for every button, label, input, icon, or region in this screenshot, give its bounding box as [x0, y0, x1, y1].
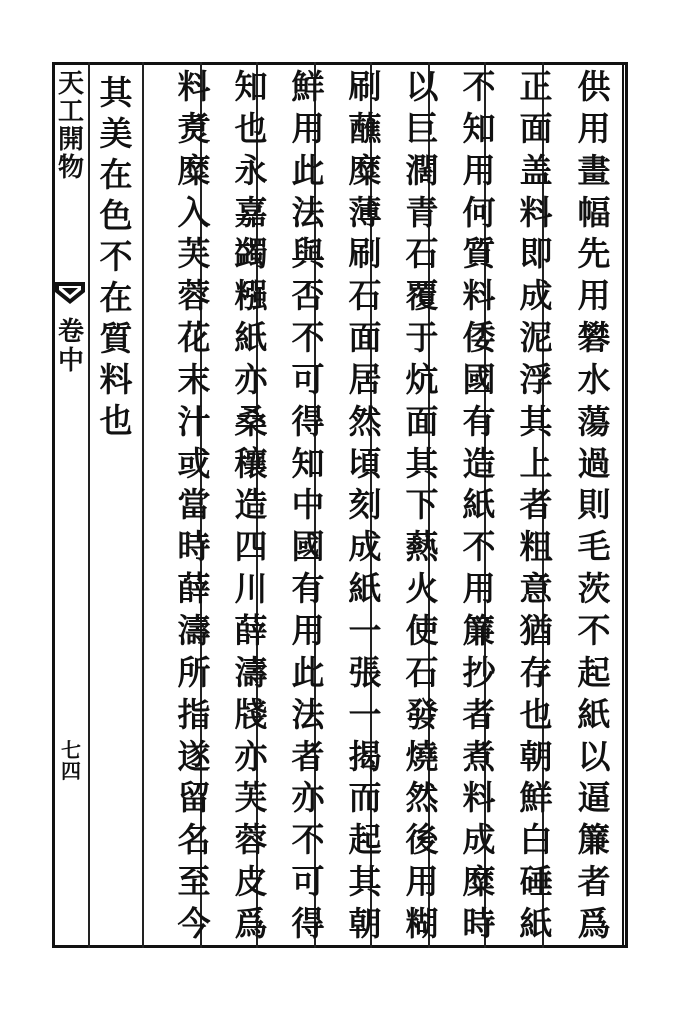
text-column-7-char: 糨 [234, 276, 268, 316]
text-column-7-char: 皮 [234, 862, 268, 902]
text-column-5-char: 刷 [348, 234, 382, 274]
text-column-2-char: 泥 [519, 318, 553, 358]
text-column-1-char: 水 [577, 359, 611, 399]
text-column-8-char: 當 [177, 485, 211, 525]
text-column-7-char: 嘉 [234, 192, 268, 232]
juan-label [54, 318, 88, 375]
text-column-1 [570, 67, 618, 943]
text-column-4-char: 使 [405, 610, 439, 650]
text-column-1-char: 者 [577, 862, 611, 902]
text-column-8-char: 至 [177, 862, 211, 902]
text-column-8-char: 煑 [177, 108, 211, 148]
text-column-5-char: 而 [348, 778, 382, 818]
text-column-5-char: 蘸 [348, 108, 382, 148]
text-column-2-char: 上 [519, 443, 553, 483]
text-column-8-char: 時 [177, 527, 211, 567]
text-column-7-char: 芙 [234, 778, 268, 818]
text-column-4-char: 燒 [405, 736, 439, 776]
text-column-8-char: 濤 [177, 610, 211, 650]
text-column-1-char: 畫 [577, 150, 611, 190]
column-rule-spacer [566, 62, 568, 948]
text-column-4-char: 石 [405, 652, 439, 692]
text-column-9-char: 在 [99, 278, 133, 317]
text-column-3-char: 造 [462, 443, 496, 483]
text-column-1-char: 毛 [577, 527, 611, 567]
text-column-6-char: 不 [291, 820, 325, 860]
text-column-3 [455, 67, 503, 943]
text-column-6-char: 中 [291, 485, 325, 525]
text-column-6-char: 得 [291, 401, 325, 441]
text-column-2-char: 成 [519, 276, 553, 316]
text-column-6-char: 此 [291, 150, 325, 190]
text-column-3-char: 簾 [462, 610, 496, 650]
text-column-3-char: 何 [462, 192, 496, 232]
text-column-5-char: 成 [348, 527, 382, 567]
text-column-7-char: 濤 [234, 652, 268, 692]
text-column-3-char: 煮 [462, 736, 496, 776]
text-column-2-char: 鮮 [519, 778, 553, 818]
text-column-8-char: 名 [177, 820, 211, 860]
fishtail-mark [55, 282, 85, 304]
text-column-2-char: 盖 [519, 150, 553, 190]
text-column-5-char: 刷 [348, 67, 382, 106]
text-column-8-char: 遂 [177, 736, 211, 776]
text-column-7-char: 川 [234, 569, 268, 609]
text-column-1-char: 不 [577, 610, 611, 650]
text-column-3-char: 料 [462, 276, 496, 316]
text-column-8-char: 末 [177, 359, 211, 399]
text-column-7-char: 牋 [234, 694, 268, 734]
text-column-1-char: 則 [577, 485, 611, 525]
text-column-3-char: 用 [462, 569, 496, 609]
book-title-char: 開 [57, 125, 84, 156]
text-column-7-char: 紙 [234, 318, 268, 358]
text-column-5-char: 糜 [348, 150, 382, 190]
text-column-4-char: 然 [405, 778, 439, 818]
text-column-6-char: 與 [291, 234, 325, 274]
text-column-2-char: 料 [519, 192, 553, 232]
text-column-8-char: 所 [177, 652, 211, 692]
text-column-7 [227, 67, 275, 943]
text-column-1-char: 紙 [577, 694, 611, 734]
text-column-7-char: 也 [234, 108, 268, 148]
text-column-8-char: 芙 [177, 234, 211, 274]
text-column-9-char: 其 [99, 73, 133, 112]
juan-label-char: 卷 [57, 317, 84, 347]
text-column-2-char: 浮 [519, 359, 553, 399]
text-column-7-char: 造 [234, 485, 268, 525]
text-column-9-char: 在 [99, 155, 133, 194]
text-column-1-char: 蕩 [577, 401, 611, 441]
text-column-2-char: 朝 [519, 736, 553, 776]
text-column-8-char: 今 [177, 903, 211, 943]
text-column-1-char: 幅 [577, 192, 611, 232]
text-column-4-char: 下 [405, 485, 439, 525]
text-column-4-char: 炕 [405, 359, 439, 399]
text-column-8-char: 花 [177, 318, 211, 358]
text-column-5-char: 紙 [348, 569, 382, 609]
text-column-5-char: 頃 [348, 443, 382, 483]
text-column-9-char: 美 [99, 114, 133, 153]
text-column-3-char: 知 [462, 108, 496, 148]
text-column-5 [341, 67, 389, 943]
text-column-1-char: 供 [577, 67, 611, 106]
text-column-9-char: 質 [99, 319, 133, 358]
text-column-4-char: 爇 [405, 527, 439, 567]
text-column-5-char: 刻 [348, 485, 382, 525]
text-column-6-char: 亦 [291, 778, 325, 818]
text-column-5-char: 一 [348, 610, 382, 650]
text-column-3-char: 抄 [462, 652, 496, 692]
text-column-6-char: 此 [291, 652, 325, 692]
text-column-9-char: 也 [99, 401, 133, 440]
text-column-8-char: 留 [177, 778, 211, 818]
text-column-7-char: 桑 [234, 401, 268, 441]
text-column-6-char: 知 [291, 443, 325, 483]
text-column-3-char: 國 [462, 359, 496, 399]
text-column-6-char: 法 [291, 192, 325, 232]
text-column-6-char: 者 [291, 736, 325, 776]
text-column-3-char: 倭 [462, 318, 496, 358]
juan-label-char: 中 [57, 345, 84, 376]
text-column-4-char: 濶 [405, 150, 439, 190]
text-column-8-char: 糜 [177, 150, 211, 190]
text-column-6-char: 可 [291, 862, 325, 902]
text-column-8-char: 薛 [177, 569, 211, 609]
text-column-3-char: 質 [462, 234, 496, 274]
text-column-2-char: 粗 [519, 527, 553, 567]
text-column-6-char: 得 [291, 903, 325, 943]
text-column-8-char: 入 [177, 192, 211, 232]
text-column-8-char: 蓉 [177, 276, 211, 316]
text-column-6-char: 用 [291, 108, 325, 148]
text-column-7-char: 薛 [234, 610, 268, 650]
text-column-1-char: 用 [577, 276, 611, 316]
book-title [54, 70, 88, 182]
text-column-4-char: 其 [405, 443, 439, 483]
text-column-5-char: 薄 [348, 192, 382, 232]
text-column-8-char: 指 [177, 694, 211, 734]
text-column-2-char: 紙 [519, 903, 553, 943]
text-column-3-char: 用 [462, 150, 496, 190]
column-rule [88, 62, 90, 948]
book-title-char: 物 [57, 153, 84, 184]
text-column-5-char: 然 [348, 401, 382, 441]
text-column-9-char: 色 [99, 196, 133, 235]
text-column-1-char: 簾 [577, 820, 611, 860]
text-column-3-char: 成 [462, 820, 496, 860]
text-column-7-char: 穰 [234, 443, 268, 483]
text-column-3-char: 時 [462, 903, 496, 943]
text-column-1-char: 茨 [577, 569, 611, 609]
page-number-char: 四 [61, 759, 81, 783]
text-column-1-char: 過 [577, 443, 611, 483]
text-column-6-char: 有 [291, 569, 325, 609]
text-column-4 [398, 67, 446, 943]
text-column-9-char: 料 [99, 360, 133, 399]
page-number [54, 740, 88, 782]
text-column-7-char: 亦 [234, 359, 268, 399]
text-column-4-char: 用 [405, 862, 439, 902]
book-title-char: 工 [57, 97, 84, 128]
text-column-6-char: 不 [291, 318, 325, 358]
text-column-7-char: 蓉 [234, 820, 268, 860]
text-column-5-char: 面 [348, 318, 382, 358]
text-column-2 [512, 67, 560, 943]
text-column-1-char: 以 [577, 736, 611, 776]
text-column-5-char: 朝 [348, 903, 382, 943]
text-column-3-char: 不 [462, 527, 496, 567]
text-column-5-char: 揭 [348, 736, 382, 776]
text-column-2-char: 正 [519, 67, 553, 106]
text-column-7-char: 知 [234, 67, 268, 106]
text-column-3-char: 有 [462, 401, 496, 441]
text-column-4-char: 石 [405, 234, 439, 274]
text-column-8 [170, 67, 218, 943]
text-column-4-char: 青 [405, 192, 439, 232]
text-column-2-char: 面 [519, 108, 553, 148]
text-column-1-char: 先 [577, 234, 611, 274]
text-column-4-char: 糊 [405, 903, 439, 943]
text-column-2-char: 其 [519, 401, 553, 441]
text-column-4-char: 于 [405, 318, 439, 358]
text-column-5-char: 居 [348, 359, 382, 399]
page-border-right-line [622, 62, 624, 948]
column-rule [142, 62, 144, 948]
page-number-char: 七 [61, 738, 81, 762]
text-column-2-char: 即 [519, 234, 553, 274]
text-column-3-char: 糜 [462, 862, 496, 902]
text-column-4-char: 覆 [405, 276, 439, 316]
text-column-2-char: 意 [519, 569, 553, 609]
text-column-2-char: 者 [519, 485, 553, 525]
text-column-1-char: 礬 [577, 318, 611, 358]
text-column-3-char: 者 [462, 694, 496, 734]
text-column-4-char: 火 [405, 569, 439, 609]
text-column-3-char: 不 [462, 67, 496, 106]
text-column-4-char: 巨 [405, 108, 439, 148]
text-column-5-char: 張 [348, 652, 382, 692]
text-column-4-char: 面 [405, 401, 439, 441]
text-column-9 [92, 73, 140, 946]
text-column-3-char: 料 [462, 778, 496, 818]
text-column-1-char: 起 [577, 652, 611, 692]
text-column-8-char: 汁 [177, 401, 211, 441]
text-column-7-char: 永 [234, 150, 268, 190]
text-column-2-char: 猶 [519, 610, 553, 650]
text-column-3-char: 紙 [462, 485, 496, 525]
text-column-2-char: 也 [519, 694, 553, 734]
text-column-7-char: 亦 [234, 736, 268, 776]
text-column-7-char: 蠲 [234, 234, 268, 274]
text-column-5-char: 起 [348, 820, 382, 860]
text-column-8-char: 或 [177, 443, 211, 483]
text-column-1-char: 爲 [577, 903, 611, 943]
text-column-6-char: 否 [291, 276, 325, 316]
text-column-8-char: 料 [177, 67, 211, 106]
text-column-4-char: 以 [405, 67, 439, 106]
text-column-5-char: 一 [348, 694, 382, 734]
text-column-6-char: 可 [291, 359, 325, 399]
text-column-2-char: 白 [519, 820, 553, 860]
text-column-7-char: 爲 [234, 903, 268, 943]
text-column-4-char: 後 [405, 820, 439, 860]
text-column-1-char: 用 [577, 108, 611, 148]
text-column-9-char: 不 [99, 237, 133, 276]
text-column-6 [284, 67, 332, 943]
text-column-6-char: 用 [291, 610, 325, 650]
text-column-6-char: 法 [291, 694, 325, 734]
text-column-5-char: 石 [348, 276, 382, 316]
text-column-7-char: 四 [234, 527, 268, 567]
text-column-1-char: 逼 [577, 778, 611, 818]
text-column-5-char: 其 [348, 862, 382, 902]
book-title-char: 天 [57, 69, 84, 99]
text-column-6-char: 鮮 [291, 67, 325, 106]
text-column-2-char: 存 [519, 652, 553, 692]
text-column-6-char: 國 [291, 527, 325, 567]
text-column-2-char: 硾 [519, 862, 553, 902]
margin-band [52, 62, 88, 948]
text-column-4-char: 發 [405, 694, 439, 734]
